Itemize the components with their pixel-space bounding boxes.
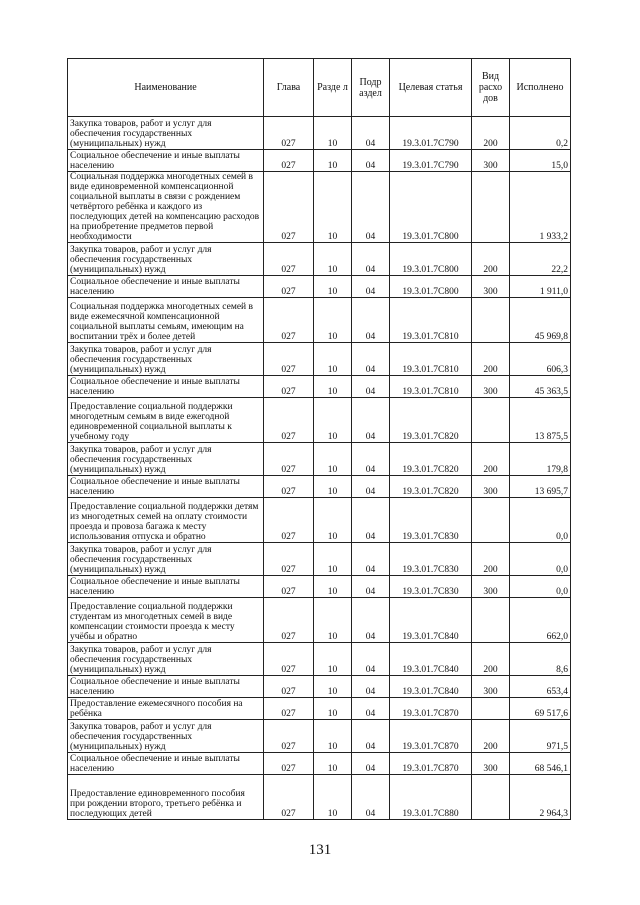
header-target-article: Целевая статья: [390, 59, 472, 117]
row-chapter: 027: [264, 398, 314, 443]
row-section: 10: [314, 543, 352, 576]
row-subsection: 04: [352, 298, 390, 343]
header-executed: Исполнено: [510, 59, 571, 117]
row-executed: 8,6: [510, 643, 571, 676]
header-subsection: Подр аздел: [352, 59, 390, 117]
table-row: [68, 498, 571, 543]
table-row: [68, 276, 571, 298]
row-expense-type: 200: [472, 543, 510, 576]
header-section: Разде л: [314, 59, 352, 117]
row-name: Социальное обеспечение и иные выплаты населению: [68, 150, 264, 172]
row-subsection: 04: [352, 543, 390, 576]
row-executed: 606,3: [510, 343, 571, 376]
row-section: 10: [314, 576, 352, 598]
row-section: 10: [314, 443, 352, 476]
row-name: Закупка товаров, работ и услуг для обеспечения государственных (муниципальных) нужд: [68, 243, 264, 276]
row-section: 10: [314, 775, 352, 820]
row-executed: 0,2: [510, 117, 571, 150]
row-chapter: 027: [264, 720, 314, 753]
row-target-article: 19.3.01.7С820: [390, 443, 472, 476]
row-expense-type: 200: [472, 243, 510, 276]
row-subsection: 04: [352, 243, 390, 276]
row-section: 10: [314, 298, 352, 343]
row-name: Социальное обеспечение и иные выплаты населению: [68, 676, 264, 698]
table-row: [68, 698, 571, 720]
row-expense-type: 200: [472, 443, 510, 476]
row-chapter: 027: [264, 343, 314, 376]
table-row: [68, 398, 571, 443]
table-row: [68, 676, 571, 698]
row-chapter: 027: [264, 643, 314, 676]
row-executed: 0,0: [510, 576, 571, 598]
row-name: Социальное обеспечение и иные выплаты населению: [68, 576, 264, 598]
row-name: Предоставление ежемесячного пособия на ребёнка: [68, 698, 264, 720]
table-row: [68, 243, 571, 276]
row-chapter: 027: [264, 698, 314, 720]
row-subsection: 04: [352, 676, 390, 698]
row-expense-type: [472, 298, 510, 343]
row-name: Предоставление социальной поддержки студентам из многодетных семей в виде компенсации стоимости проезда к месту учёбы и обратно: [68, 598, 264, 643]
row-section: 10: [314, 150, 352, 172]
row-name: Социальное обеспечение и иные выплаты населению: [68, 376, 264, 398]
row-target-article: 19.3.01.7С870: [390, 753, 472, 775]
row-target-article: 19.3.01.7С790: [390, 117, 472, 150]
row-chapter: 027: [264, 753, 314, 775]
table-row: [68, 543, 571, 576]
table-row: [68, 343, 571, 376]
row-expense-type: [472, 775, 510, 820]
row-subsection: 04: [352, 643, 390, 676]
row-executed: 0,0: [510, 543, 571, 576]
table-row: [68, 753, 571, 775]
row-expense-type: 300: [472, 753, 510, 775]
row-target-article: 19.3.01.7С800: [390, 172, 472, 243]
row-chapter: 027: [264, 276, 314, 298]
budget-execution-table: [67, 58, 571, 820]
table-row: [68, 643, 571, 676]
row-target-article: 19.3.01.7С830: [390, 543, 472, 576]
table-row: [68, 150, 571, 172]
row-chapter: 027: [264, 243, 314, 276]
row-target-article: 19.3.01.7С880: [390, 775, 472, 820]
table-row: [68, 443, 571, 476]
row-target-article: 19.3.01.7С870: [390, 698, 472, 720]
table-row: [68, 476, 571, 498]
row-subsection: 04: [352, 498, 390, 543]
row-executed: 68 546,1: [510, 753, 571, 775]
row-target-article: 19.3.01.7С840: [390, 676, 472, 698]
row-chapter: 027: [264, 576, 314, 598]
page-number: 131: [308, 842, 332, 858]
row-executed: 69 517,6: [510, 698, 571, 720]
row-subsection: 04: [352, 576, 390, 598]
row-executed: 45 363,5: [510, 376, 571, 398]
row-expense-type: 200: [472, 343, 510, 376]
row-chapter: 027: [264, 443, 314, 476]
row-expense-type: 300: [472, 150, 510, 172]
row-section: 10: [314, 243, 352, 276]
row-name: Социальное обеспечение и иные выплаты населению: [68, 276, 264, 298]
row-section: 10: [314, 117, 352, 150]
table-row: [68, 376, 571, 398]
row-subsection: 04: [352, 753, 390, 775]
row-section: 10: [314, 598, 352, 643]
row-target-article: 19.3.01.7С840: [390, 643, 472, 676]
row-target-article: 19.3.01.7С870: [390, 720, 472, 753]
row-section: 10: [314, 643, 352, 676]
row-subsection: 04: [352, 117, 390, 150]
row-name: Закупка товаров, работ и услуг для обеспечения государственных (муниципальных) нужд: [68, 117, 264, 150]
row-executed: 2 964,3: [510, 775, 571, 820]
row-section: 10: [314, 276, 352, 298]
row-target-article: 19.3.01.7С810: [390, 298, 472, 343]
row-executed: 15,0: [510, 150, 571, 172]
row-chapter: 027: [264, 376, 314, 398]
header-expense-type: Вид расхо дов: [472, 59, 510, 117]
row-target-article: 19.3.01.7С800: [390, 243, 472, 276]
row-target-article: 19.3.01.7С790: [390, 150, 472, 172]
table-row: [68, 298, 571, 343]
row-name: Предоставление социальной поддержки многодетным семьям в виде ежегодной единовременной социальной выплаты к учебному году: [68, 398, 264, 443]
row-expense-type: 300: [472, 276, 510, 298]
row-section: 10: [314, 698, 352, 720]
row-chapter: 027: [264, 775, 314, 820]
row-name: Предоставление социальной поддержки детям из многодетных семей на оплату стоимости проезда и провоза багажа к месту использования отпуска и обратно: [68, 498, 264, 543]
row-section: 10: [314, 398, 352, 443]
row-executed: 179,8: [510, 443, 571, 476]
row-executed: 45 969,8: [510, 298, 571, 343]
row-subsection: 04: [352, 698, 390, 720]
row-name: Закупка товаров, работ и услуг для обеспечения государственных (муниципальных) нужд: [68, 643, 264, 676]
row-executed: 22,2: [510, 243, 571, 276]
row-chapter: 027: [264, 172, 314, 243]
header-chapter: Глава: [264, 59, 314, 117]
row-subsection: 04: [352, 443, 390, 476]
row-section: 10: [314, 376, 352, 398]
row-chapter: 027: [264, 298, 314, 343]
table-row: [68, 172, 571, 243]
row-executed: 1 933,2: [510, 172, 571, 243]
row-expense-type: [472, 498, 510, 543]
table-row: [68, 775, 571, 820]
row-name: Социальное обеспечение и иные выплаты населению: [68, 476, 264, 498]
row-chapter: 027: [264, 150, 314, 172]
row-section: 10: [314, 720, 352, 753]
row-name: Закупка товаров, работ и услуг для обеспечения государственных (муниципальных) нужд: [68, 343, 264, 376]
row-target-article: 19.3.01.7С820: [390, 476, 472, 498]
row-subsection: 04: [352, 720, 390, 753]
row-name: Закупка товаров, работ и услуг для обеспечения государственных (муниципальных) нужд: [68, 720, 264, 753]
row-subsection: 04: [352, 398, 390, 443]
row-target-article: 19.3.01.7С830: [390, 498, 472, 543]
row-section: 10: [314, 476, 352, 498]
row-section: 10: [314, 343, 352, 376]
row-section: 10: [314, 676, 352, 698]
row-expense-type: 200: [472, 643, 510, 676]
row-executed: 971,5: [510, 720, 571, 753]
row-expense-type: 300: [472, 676, 510, 698]
row-name: Социальная поддержка многодетных семей в виде ежемесячной компенсационной социальной выплаты семьям, имеющим на воспитании трёх и более детей: [68, 298, 264, 343]
row-chapter: 027: [264, 476, 314, 498]
row-name: Социальное обеспечение и иные выплаты населению: [68, 753, 264, 775]
row-target-article: 19.3.01.7С840: [390, 598, 472, 643]
row-subsection: 04: [352, 598, 390, 643]
row-executed: 653,4: [510, 676, 571, 698]
row-chapter: 027: [264, 598, 314, 643]
row-name: Закупка товаров, работ и услуг для обеспечения государственных (муниципальных) нужд: [68, 543, 264, 576]
row-expense-type: [472, 598, 510, 643]
row-expense-type: 300: [472, 476, 510, 498]
row-executed: 13 695,7: [510, 476, 571, 498]
header-name: Наименование: [68, 59, 264, 117]
row-expense-type: 300: [472, 376, 510, 398]
row-expense-type: [472, 398, 510, 443]
row-section: 10: [314, 498, 352, 543]
row-target-article: 19.3.01.7С820: [390, 398, 472, 443]
row-name: Закупка товаров, работ и услуг для обеспечения государственных (муниципальных) нужд: [68, 443, 264, 476]
row-subsection: 04: [352, 276, 390, 298]
row-section: 10: [314, 753, 352, 775]
row-executed: 13 875,5: [510, 398, 571, 443]
row-target-article: 19.3.01.7С800: [390, 276, 472, 298]
row-executed: 662,0: [510, 598, 571, 643]
table-row: [68, 598, 571, 643]
row-subsection: 04: [352, 343, 390, 376]
row-subsection: 04: [352, 150, 390, 172]
row-chapter: 027: [264, 498, 314, 543]
row-subsection: 04: [352, 775, 390, 820]
table-row: [68, 720, 571, 753]
row-expense-type: [472, 172, 510, 243]
row-subsection: 04: [352, 172, 390, 243]
row-executed: 0,0: [510, 498, 571, 543]
row-chapter: 027: [264, 117, 314, 150]
row-expense-type: 200: [472, 720, 510, 753]
table-header-row: [68, 59, 571, 117]
row-target-article: 19.3.01.7С810: [390, 376, 472, 398]
row-chapter: 027: [264, 543, 314, 576]
table-row: [68, 117, 571, 150]
row-section: 10: [314, 172, 352, 243]
row-expense-type: [472, 698, 510, 720]
row-expense-type: 200: [472, 117, 510, 150]
row-chapter: 027: [264, 676, 314, 698]
row-subsection: 04: [352, 476, 390, 498]
table-row: [68, 576, 571, 598]
row-name: Социальная поддержка многодетных семей в виде единовременной компенсационной социальной выплаты в связи с рождением четвёртого ребёнка и каждого из последующих детей на компенсацию расходов на приобретение предметов первой необходимости: [68, 172, 264, 243]
row-name: Предоставление единовременного пособия при рождении второго, третьего ребёнка и последующих детей: [68, 775, 264, 820]
row-expense-type: 300: [472, 576, 510, 598]
row-subsection: 04: [352, 376, 390, 398]
row-executed: 1 911,0: [510, 276, 571, 298]
row-target-article: 19.3.01.7С830: [390, 576, 472, 598]
row-target-article: 19.3.01.7С810: [390, 343, 472, 376]
